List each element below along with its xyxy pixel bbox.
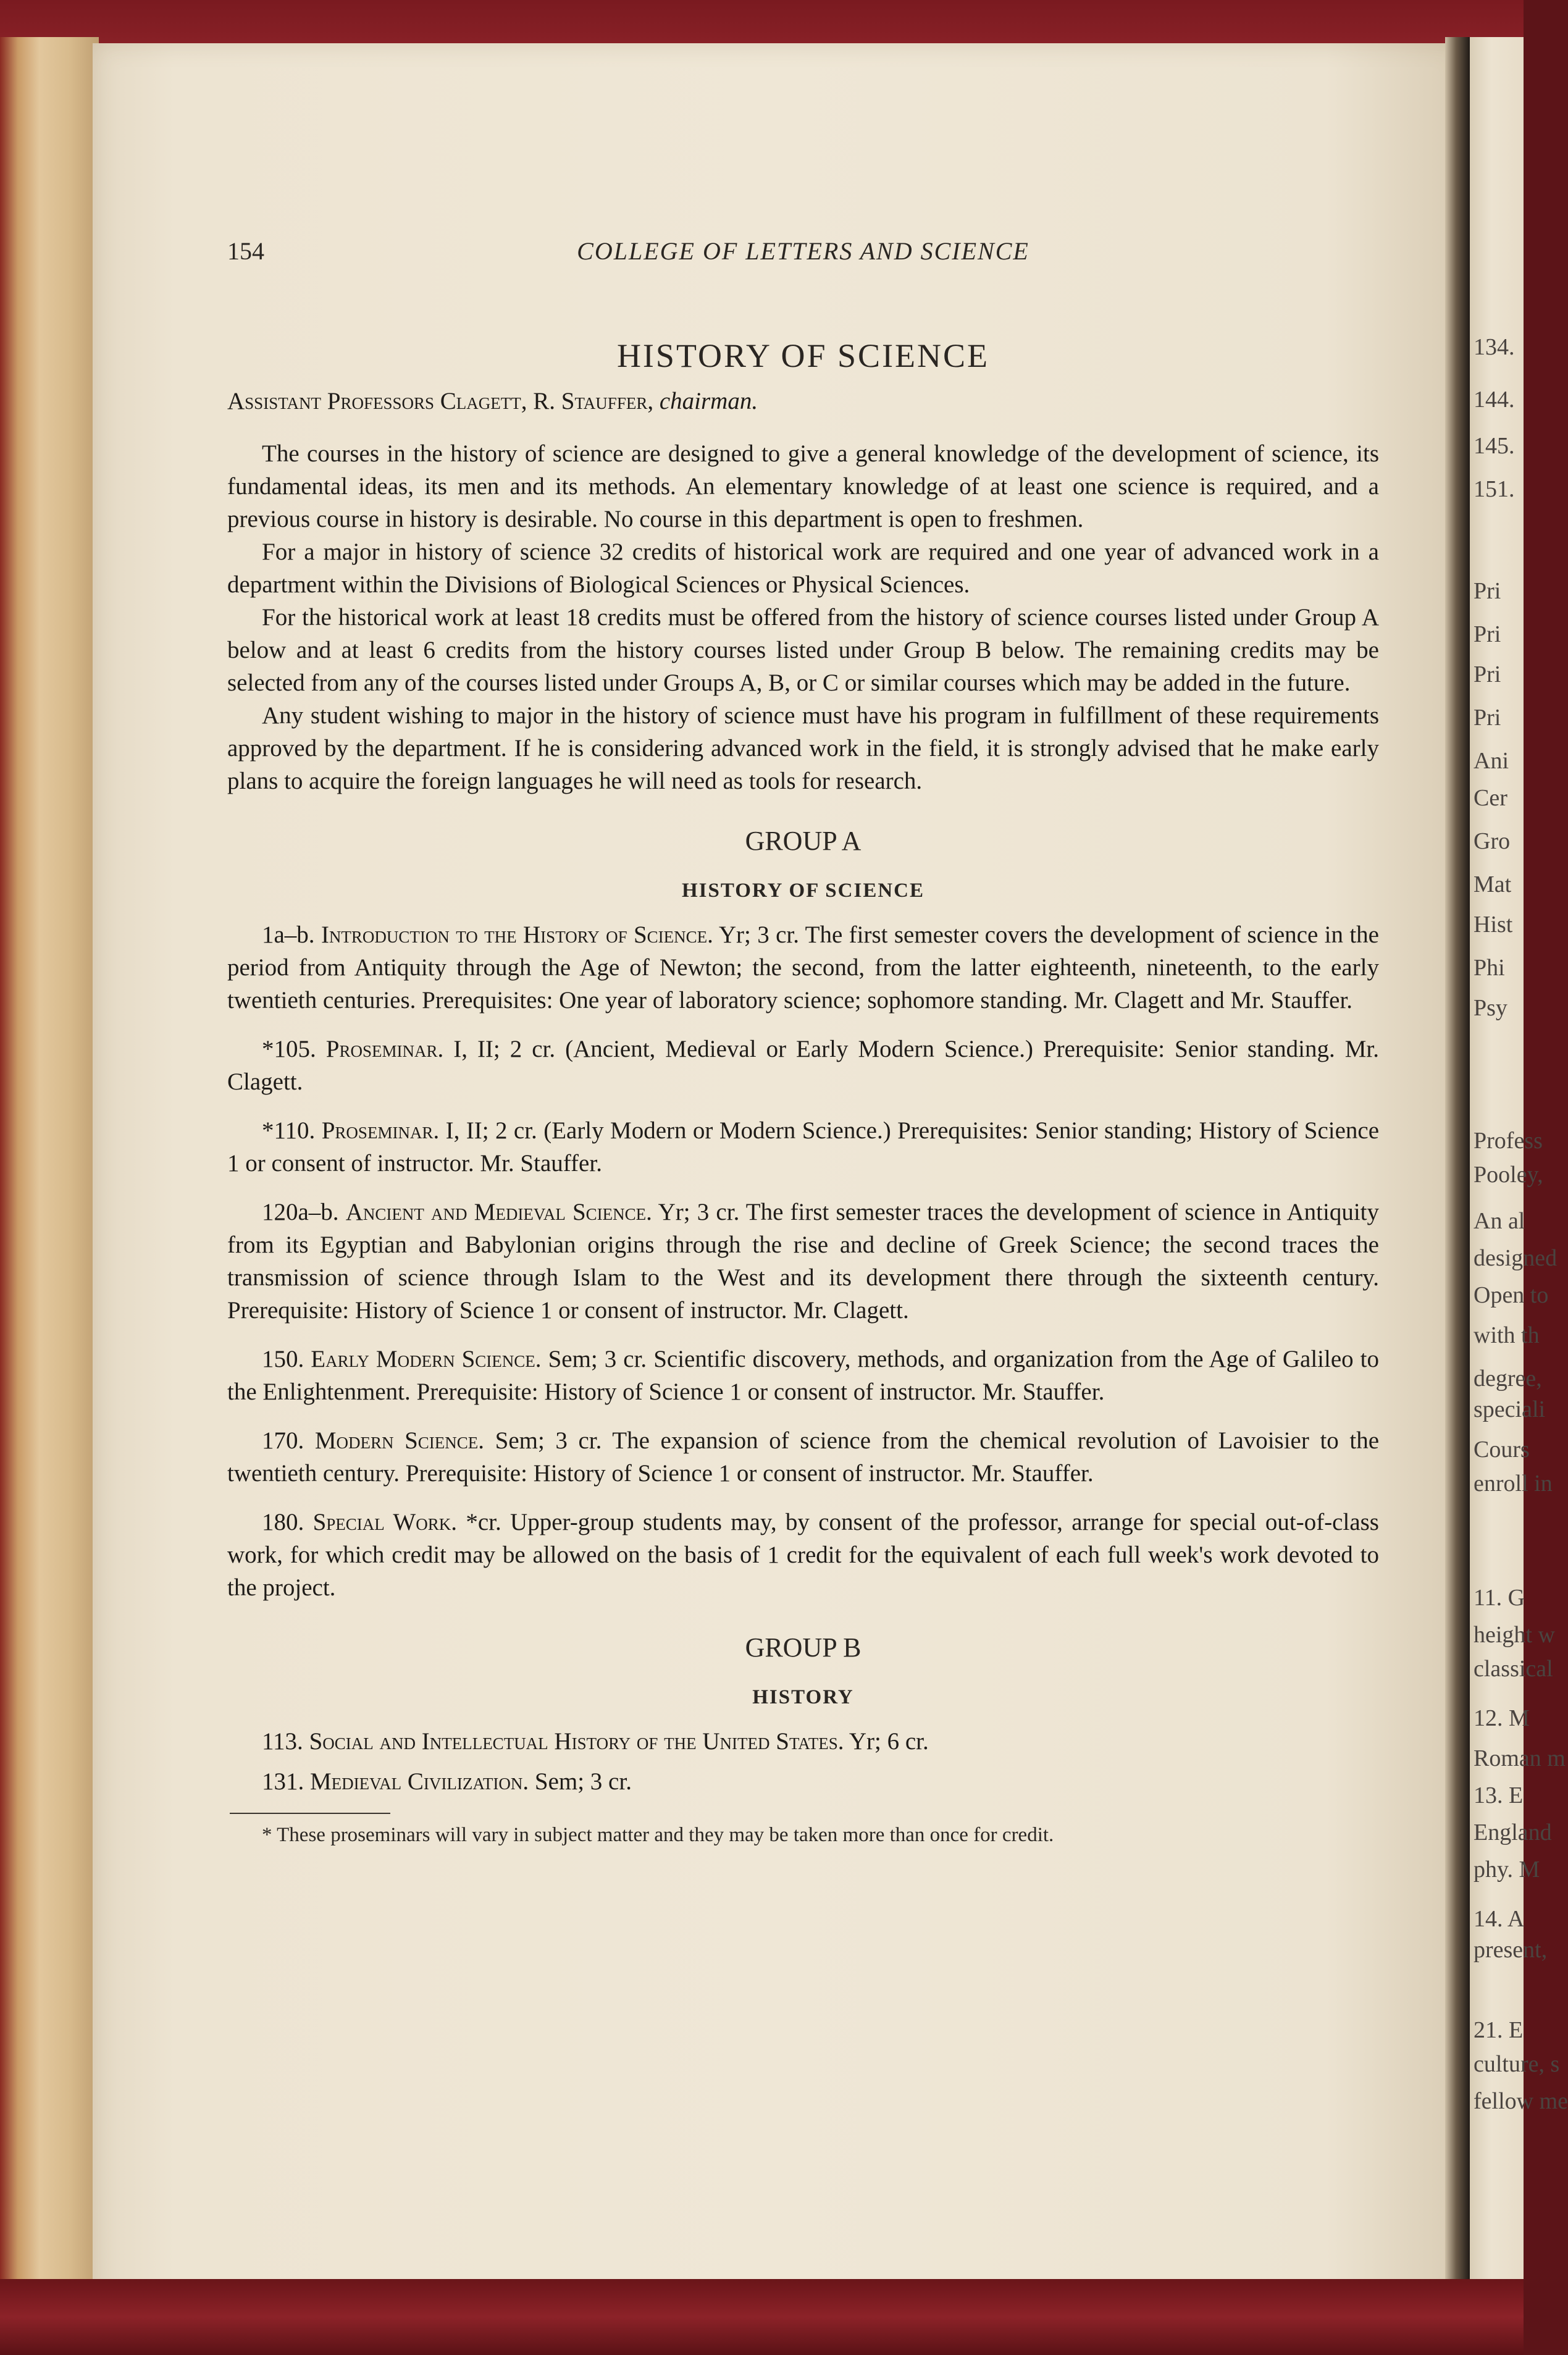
facing-page-text: Pri: [1474, 621, 1501, 647]
facing-page-text: 13. E: [1474, 1782, 1524, 1808]
page-number: 154: [227, 237, 264, 265]
faculty-names: Assistant Professors Clagett, R. Stauffer,: [227, 388, 654, 414]
course-details: Yr; 3 cr. The first semester covers the development of science in the period from Antiquity through the Age of Newton; the second, from the latter eighteenth, nineteenth, to the early twentieth centuries. Prerequisites: One year of laboratory science; sophomore standing. Mr. Clagett and Mr. Stauffer.: [227, 921, 1379, 1014]
course-number: 180.: [262, 1509, 304, 1535]
facing-page-text: Hist: [1474, 912, 1513, 938]
course-details: Sem; 3 cr. Scientific discovery, methods, and organization from the Age of Galileo to the Enlightenment. Prerequisite: History of Science 1 or consent of instructor. Mr. Stauffer.: [227, 1346, 1380, 1405]
course-details: Yr; 3 cr. The first semester traces the development of science in Antiquity from its Egyptian and Babylonian origins through the rise and decline of Greek Science; the second traces the transmission of science through Islam to the West and its development there through the sixteenth century. Prerequisite: History of Science 1 or consent of instructor. Mr. Clagett.: [227, 1199, 1379, 1324]
course-entry: [227, 1343, 1379, 1408]
facing-page-text: 144.: [1474, 387, 1515, 413]
facing-page-text: 11. G: [1474, 1585, 1525, 1611]
facing-page-text: Pri: [1474, 705, 1501, 731]
facing-page-text: culture, s: [1474, 2051, 1560, 2077]
facing-page-text: 134.: [1474, 334, 1515, 360]
facing-page-text: fellow me: [1474, 2088, 1568, 2114]
running-title: COLLEGE OF LETTERS AND SCIENCE: [577, 237, 1029, 265]
facing-page-text: 21. E: [1474, 2017, 1524, 2043]
facing-page-text: Mat: [1474, 871, 1512, 897]
course-name: Medieval Civilization.: [310, 1768, 529, 1795]
course-number: *105.: [262, 1036, 316, 1062]
running-head: [227, 235, 1379, 272]
footnote-rule: [230, 1813, 390, 1814]
course-details: Sem; 3 cr.: [534, 1768, 632, 1795]
facing-page-text: height w: [1474, 1622, 1555, 1648]
course-name: Early Modern Science.: [311, 1346, 542, 1372]
section-title: HISTORY OF SCIENCE: [616, 337, 990, 374]
facing-page-text: 145.: [1474, 433, 1515, 459]
intro-paragraph: For a major in history of science 32 credits of historical work are required and one year of advanced work in a department within the Divisions of Biological Sciences or Physical Sciences.: [227, 539, 1379, 598]
group-b-subtitle: HISTORY: [752, 1686, 854, 1708]
course-entry: [227, 1033, 1379, 1098]
facing-page-text: degree,: [1474, 1366, 1542, 1392]
facing-page-text: Cer: [1474, 785, 1507, 811]
course-number: 113.: [262, 1728, 303, 1755]
course-number: 150.: [262, 1346, 304, 1372]
facing-page-text: Psy: [1474, 995, 1507, 1021]
course-number: *110.: [262, 1117, 316, 1144]
course-name: Ancient and Medieval Science.: [345, 1199, 652, 1225]
course-entry: [227, 1765, 1379, 1798]
facing-page-text: Ani: [1474, 748, 1509, 774]
course-details: I, II; 2 cr. (Early Modern or Modern Science.) Prerequisites: Senior standing; History of Science 1 or consent of instructor. Mr. Stauffer.: [227, 1117, 1380, 1177]
course-number: 131.: [262, 1768, 304, 1795]
course-name: Modern Science.: [314, 1427, 485, 1454]
facing-page-text: 14. A: [1474, 1906, 1525, 1932]
course-details: Yr; 6 cr.: [849, 1728, 929, 1755]
facing-page-text: speciali: [1474, 1396, 1546, 1422]
facing-page-text: phy. M: [1474, 1857, 1540, 1883]
facing-page-text: Roman m: [1474, 1745, 1566, 1771]
page-stack-edge: [0, 37, 99, 2322]
facing-page-text: classical: [1474, 1656, 1553, 1682]
group-b-title: GROUP B: [745, 1632, 862, 1663]
intro-paragraph: The courses in the history of science are designed to give a general knowledge of the development of science, its fundamental ideas, its men and its methods. An elementary knowledge of at least one science is required, and a previous course in history is desirable. No course in this department is open to freshmen.: [227, 440, 1379, 532]
facing-page-text: An al: [1474, 1208, 1525, 1234]
facing-page-text: present,: [1474, 1937, 1548, 1963]
course-entry: [227, 1114, 1379, 1180]
course-number: 170.: [262, 1427, 304, 1454]
facing-page-text: 12. M: [1474, 1705, 1530, 1731]
intro-paragraph: Any student wishing to major in the history of science must have his program in fulfillment of these requirements approved by the department. If he is considering advanced work in the field, it is strongly advised that he make early plans to acquire the foreign languages he will need as tools for research.: [227, 702, 1379, 794]
course-entry: [227, 1506, 1379, 1604]
facing-page-text: Gro: [1474, 828, 1511, 854]
facing-page-text: Pri: [1474, 661, 1501, 687]
footnote: * These proseminars will vary in subject matter and they may be taken more than once for credit.: [262, 1824, 1054, 1846]
course-entry: [227, 1424, 1379, 1490]
course-name: Social and Intellectual History of the United States.: [309, 1728, 844, 1755]
facing-page-text: England: [1474, 1820, 1552, 1845]
facing-page-text: enroll in: [1474, 1471, 1553, 1497]
group-a-subtitle: HISTORY OF SCIENCE: [681, 879, 925, 902]
course-details: Sem; 3 cr. The expansion of science from the chemical revolution of Lavoisier to the twentieth century. Prerequisite: History of Science 1 or consent of instructor. Mr. Stauffer.: [227, 1427, 1380, 1487]
course-entry: [227, 1725, 1379, 1758]
facing-page-text: Pri: [1474, 578, 1501, 604]
facing-page-text: Profess: [1474, 1128, 1543, 1154]
group-a-title: GROUP A: [745, 826, 862, 856]
facing-page-text: 151.: [1474, 476, 1515, 502]
course-name: Special Work.: [312, 1509, 457, 1535]
course-entry: [227, 1196, 1379, 1327]
course-details: I, II; 2 cr. (Ancient, Medieval or Early Modern Science.) Prerequisite: Senior standing. Mr. Clagett.: [227, 1036, 1380, 1095]
facing-page-fragment: [1470, 37, 1568, 2335]
course-name: Proseminar.: [325, 1036, 444, 1062]
book-cover-bottom-edge: [0, 2279, 1524, 2355]
course-name: Introduction to the History of Science.: [321, 921, 713, 948]
page-text-block: [227, 235, 1379, 1847]
facing-page-text: Cours: [1474, 1437, 1530, 1463]
course-entry: [227, 918, 1379, 1017]
faculty-line: [227, 385, 1379, 418]
course-number: 120a–b.: [262, 1199, 339, 1225]
course-details: *cr. Upper-group students may, by consent of the professor, arrange for special out-of-class work, for which credit may be allowed on the basis of 1 credit for the equivalent of each full week's work devoted to the project.: [227, 1509, 1379, 1601]
facing-page-text: designed: [1474, 1245, 1558, 1271]
facing-page-text: Pooley,: [1474, 1162, 1543, 1188]
course-number: 1a–b.: [262, 921, 315, 948]
facing-page-text: Phi: [1474, 955, 1505, 981]
facing-page-text: with th: [1474, 1322, 1540, 1348]
book-gutter: [1445, 37, 1470, 2335]
facing-page-text: Open to: [1474, 1282, 1549, 1308]
course-name: Proseminar.: [321, 1117, 440, 1144]
faculty-role: chairman.: [659, 388, 758, 414]
intro-paragraph: For the historical work at least 18 credits must be offered from the history of science courses listed under Group A below and at least 6 credits from the history courses listed under Group B below. The remaining credits may be selected from any of the courses listed under Groups A, B, or C or similar courses which may be added in the future.: [227, 604, 1379, 696]
